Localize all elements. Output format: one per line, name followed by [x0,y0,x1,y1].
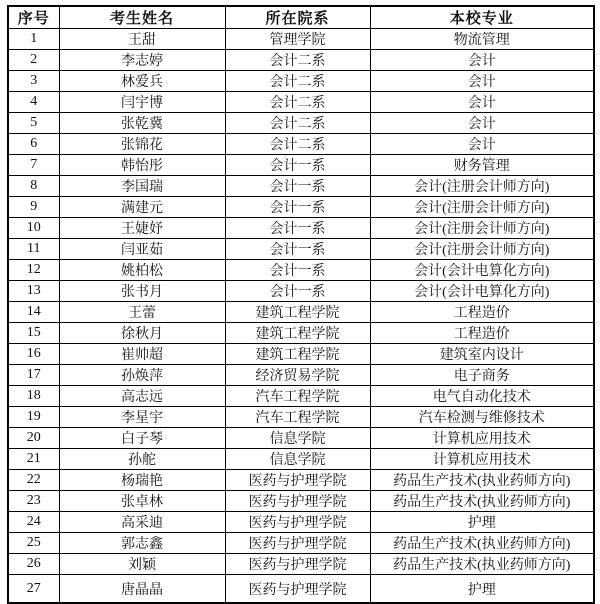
cell-major: 物流管理 [370,29,594,50]
cell-index: 7 [8,155,59,176]
table-header [8,6,594,29]
cell-major: 药品生产技术(执业药师方向) [370,491,594,512]
header-row [8,6,594,29]
table-row [8,575,594,604]
table-row [8,176,594,197]
table-row [8,155,594,176]
cell-department: 医药与护理学院 [225,512,370,533]
cell-department: 建筑工程学院 [225,344,370,365]
cell-department: 信息学院 [225,449,370,470]
cell-major: 药品生产技术(执业药师方向) [370,470,594,491]
cell-name: 高采迪 [59,512,225,533]
cell-department: 医药与护理学院 [225,533,370,554]
table-row [8,29,594,50]
cell-department: 会计二系 [225,113,370,134]
cell-department: 会计一系 [225,260,370,281]
cell-index: 9 [8,197,59,218]
cell-major: 会计(注册会计师方向) [370,197,594,218]
cell-index: 13 [8,281,59,302]
table-row [8,218,594,239]
table-row [8,71,594,92]
cell-index: 18 [8,386,59,407]
cell-major: 工程造价 [370,302,594,323]
cell-department: 汽车工程学院 [225,407,370,428]
cell-department: 医药与护理学院 [225,575,370,604]
table-row [8,92,594,113]
cell-major: 计算机应用技术 [370,428,594,449]
cell-department: 会计一系 [225,239,370,260]
cell-index: 22 [8,470,59,491]
cell-major: 会计 [370,50,594,71]
cell-major: 会计 [370,71,594,92]
cell-major: 电气自动化技术 [370,386,594,407]
cell-index: 4 [8,92,59,113]
table-row [8,470,594,491]
cell-index: 19 [8,407,59,428]
cell-name: 张卓林 [59,491,225,512]
cell-major: 会计(注册会计师方向) [370,176,594,197]
cell-department: 医药与护理学院 [225,470,370,491]
table-row [8,407,594,428]
cell-name: 唐晶晶 [59,575,225,604]
cell-index: 10 [8,218,59,239]
cell-name: 高志远 [59,386,225,407]
cell-name: 王婕妤 [59,218,225,239]
column-header-index: 序号 [8,6,59,29]
cell-index: 20 [8,428,59,449]
cell-name: 闫宇博 [59,92,225,113]
cell-name: 李国瑞 [59,176,225,197]
cell-major: 护理 [370,512,594,533]
cell-index: 24 [8,512,59,533]
cell-name: 王甜 [59,29,225,50]
table-row [8,239,594,260]
cell-name: 张乾冀 [59,113,225,134]
table-row [8,386,594,407]
table-row [8,449,594,470]
cell-name: 姚柏松 [59,260,225,281]
cell-name: 满建元 [59,197,225,218]
cell-major: 会计(会计电算化方向) [370,281,594,302]
cell-department: 会计一系 [225,281,370,302]
cell-department: 建筑工程学院 [225,302,370,323]
cell-name: 崔帅超 [59,344,225,365]
cell-index: 1 [8,29,59,50]
cell-index: 14 [8,302,59,323]
cell-department: 汽车工程学院 [225,386,370,407]
cell-name: 李星宇 [59,407,225,428]
cell-name: 张书月 [59,281,225,302]
cell-name: 王蕾 [59,302,225,323]
cell-department: 会计一系 [225,176,370,197]
cell-index: 26 [8,554,59,575]
table-row [8,113,594,134]
cell-index: 8 [8,176,59,197]
table-row [8,281,594,302]
cell-major: 会计(注册会计师方向) [370,218,594,239]
column-header-department: 所在院系 [225,6,370,29]
table-row [8,302,594,323]
cell-department: 会计二系 [225,134,370,155]
cell-name: 徐秋月 [59,323,225,344]
cell-index: 16 [8,344,59,365]
table-row [8,134,594,155]
cell-index: 12 [8,260,59,281]
table-row [8,260,594,281]
cell-department: 会计二系 [225,92,370,113]
column-header-name: 考生姓名 [59,6,225,29]
cell-major: 计算机应用技术 [370,449,594,470]
cell-major: 汽车检测与维修技术 [370,407,594,428]
cell-major: 会计 [370,134,594,155]
cell-name: 张锦花 [59,134,225,155]
table-row [8,323,594,344]
cell-department: 医药与护理学院 [225,554,370,575]
cell-department: 会计二系 [225,50,370,71]
cell-department: 会计二系 [225,71,370,92]
cell-name: 杨瑞艳 [59,470,225,491]
cell-index: 25 [8,533,59,554]
cell-name: 李志婷 [59,50,225,71]
cell-name: 闫亚茹 [59,239,225,260]
cell-index: 6 [8,134,59,155]
cell-name: 白子琴 [59,428,225,449]
table-row [8,197,594,218]
cell-index: 15 [8,323,59,344]
cell-name: 孙焕萍 [59,365,225,386]
candidates-table [7,5,595,604]
cell-name: 孙舵 [59,449,225,470]
table-row [8,428,594,449]
cell-department: 医药与护理学院 [225,491,370,512]
table-row [8,512,594,533]
column-header-major: 本校专业 [370,6,594,29]
cell-department: 会计一系 [225,155,370,176]
table-body [8,29,594,604]
cell-name: 韩怡彤 [59,155,225,176]
cell-index: 5 [8,113,59,134]
cell-index: 21 [8,449,59,470]
cell-major: 药品生产技术(执业药师方向) [370,533,594,554]
cell-major: 会计(注册会计师方向) [370,239,594,260]
cell-department: 经济贸易学院 [225,365,370,386]
cell-department: 管理学院 [225,29,370,50]
cell-index: 2 [8,50,59,71]
cell-major: 工程造价 [370,323,594,344]
cell-major: 药品生产技术(执业药师方向) [370,554,594,575]
table-row [8,365,594,386]
cell-major: 财务管理 [370,155,594,176]
cell-major: 护理 [370,575,594,604]
cell-department: 会计一系 [225,218,370,239]
cell-major: 会计 [370,92,594,113]
cell-name: 林爱兵 [59,71,225,92]
cell-major: 会计(会计电算化方向) [370,260,594,281]
cell-major: 建筑室内设计 [370,344,594,365]
cell-department: 建筑工程学院 [225,323,370,344]
table-row [8,554,594,575]
cell-major: 会计 [370,113,594,134]
cell-major: 电子商务 [370,365,594,386]
table-row [8,344,594,365]
cell-name: 刘颖 [59,554,225,575]
cell-name: 郭志鑫 [59,533,225,554]
table-row [8,533,594,554]
cell-index: 3 [8,71,59,92]
table-row [8,50,594,71]
cell-index: 23 [8,491,59,512]
cell-department: 会计一系 [225,197,370,218]
table-row [8,491,594,512]
cell-department: 信息学院 [225,428,370,449]
cell-index: 11 [8,239,59,260]
cell-index: 17 [8,365,59,386]
cell-index: 27 [8,575,59,604]
